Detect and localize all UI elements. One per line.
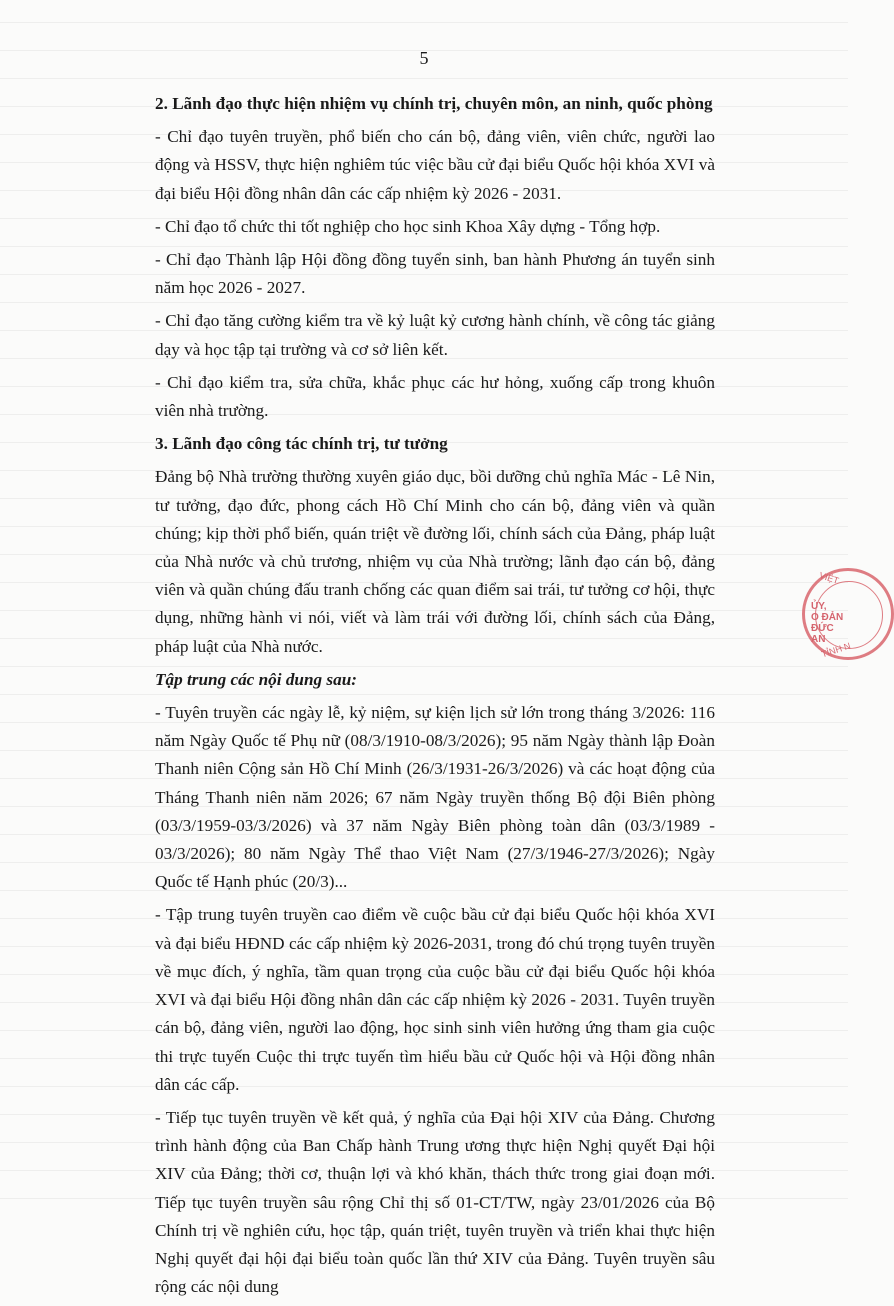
focus-item: - Tuyên truyền các ngày lễ, kỷ niệm, sự kiện lịch sử lớn trong tháng 3/2026: 116 năm Ngày Quốc tế Phụ nữ (08/3/1910-08/3/2026); 95 năm Ngày thành lập Đoàn Thanh niên Cộng sản Hồ Chí Minh (26/3/1931-26/3/2026) và các hoạt động của Tháng Thanh niên năm 2026; 67 năm Ngày truyền thống Bộ đội Biên phòng (03/3/1959-03/3/2026) và 37 năm Ngày Biên phòng toàn dân (03/3/1989 - 03/3/2026); 80 năm Ngày Thể thao Việt Nam (27/3/1946-27/3/2026); Ngày Quốc tế Hạnh phúc (20/3)... <box>155 703 715 892</box>
seal-bottom-text: TỈNH N <box>820 640 852 660</box>
section-2-item: - Chỉ đạo tổ chức thi tốt nghiệp cho học sinh Khoa Xây dựng - Tổng hợp. <box>155 216 661 236</box>
seal-line: O ĐẢN <box>811 612 844 623</box>
seal-line: ĐỨC <box>811 623 834 634</box>
focus-item: - Tiếp tục tuyên truyền về kết quả, ý nghĩa của Đại hội XIV của Đảng. Chương trình hành động của Ban Chấp hành Trung ương thực hiện Nghị quyết Đại hội XIV của Đảng; thời cơ, thuận lợi và khó khăn, thách thức trong giai đoạn mới. Tiếp tục tuyên truyền sâu rộng Chỉ thị số 01-CT/TW, ngày 23/01/2026 của Bộ Chính trị về nghiên cứu, học tập, quán triệt, tuyên truyền và triển khai thực hiện Nghị quyết đại hội đại biểu toàn quốc lần thứ XIV của Đảng. Tuyên truyền sâu rộng các nội dung <box>155 1107 715 1297</box>
seal-top-text: VIỆT <box>817 570 841 586</box>
section-2-item: - Chỉ đạo tuyên truyền, phổ biến cho cán bộ, đảng viên, viên chức, người lao động và HSSV, thực hiện nghiêm túc việc bầu cử đại biểu Quốc hội khóa XVI và đại biểu Hội đồng nhân dân các cấp nhiệm kỳ 2026 - 2031. <box>155 127 715 203</box>
section-2-item: - Chỉ đạo tăng cường kiểm tra về kỷ luật kỷ cương hành chính, về công tác giảng dạy và học tập tại trường và cơ sở liên kết. <box>155 311 715 359</box>
page-number: 5 <box>419 48 429 68</box>
seal-line: ỦY, <box>811 601 827 612</box>
focus-item: - Tập trung tuyên truyền cao điểm về cuộc bầu cử đại biểu Quốc hội khóa XVI và đại biểu HĐND các cấp nhiệm kỳ 2026-2031, trong đó chú trọng tuyên truyền về mục đích, ý nghĩa, tầm quan trọng của cuộc bầu cử đại biểu Quốc hội khóa XVI và đại biểu Hội đồng nhân dân các cấp nhiệm kỳ 2026 - 2031. Tuyên truyền cán bộ, đảng viên, người lao động, học sinh sinh viên hưởng ứng tham gia cuộc thi trực tuyến Cuộc thi trực tuyến tìm hiểu bầu cử Quốc hội và Hội đồng nhân dân các cấp. <box>155 905 715 1094</box>
section-2-item: - Chỉ đạo Thành lập Hội đồng đồng tuyển sinh, ban hành Phương án tuyển sinh năm học 2026 - 2027. <box>155 250 715 298</box>
section-2-item: - Chỉ đạo kiểm tra, sửa chữa, khắc phục các hư hỏng, xuống cấp trong khuôn viên nhà trường. <box>155 372 715 421</box>
section-3-title: 3. Lãnh đạo công tác chính trị, tư tưởng <box>155 434 448 454</box>
seal-middle-text <box>811 601 843 645</box>
official-seal-stamp <box>802 568 894 660</box>
seal-line: AN <box>811 634 826 645</box>
section-3-intro: Đảng bộ Nhà trường thường xuyên giáo dục, bồi dưỡng chủ nghĩa Mác - Lê Nin, tư tưởng, đạo đức, phong cách Hồ Chí Minh cho cán bộ, đảng viên và quần chúng; kịp thời phổ biến, quán triệt về đường lối, chính sách của Đảng, pháp luật của Nhà nước và chủ trương, nhiệm vụ của Nhà trường; lãnh đạo cán bộ, đảng viên và quần chúng đấu tranh chống các quan điểm sai trái, tư tưởng cơ hội, thực dụng, những hành vi nói, viết và làm trái với đường lối, chính sách của Đảng, pháp luật của Nhà nước. <box>155 467 715 656</box>
document-body <box>155 90 715 1306</box>
focus-title: Tập trung các nội dung sau: <box>155 669 357 689</box>
section-2-title: 2. Lãnh đạo thực hiện nhiệm vụ chính trị, chuyên môn, an ninh, quốc phòng <box>155 94 713 113</box>
